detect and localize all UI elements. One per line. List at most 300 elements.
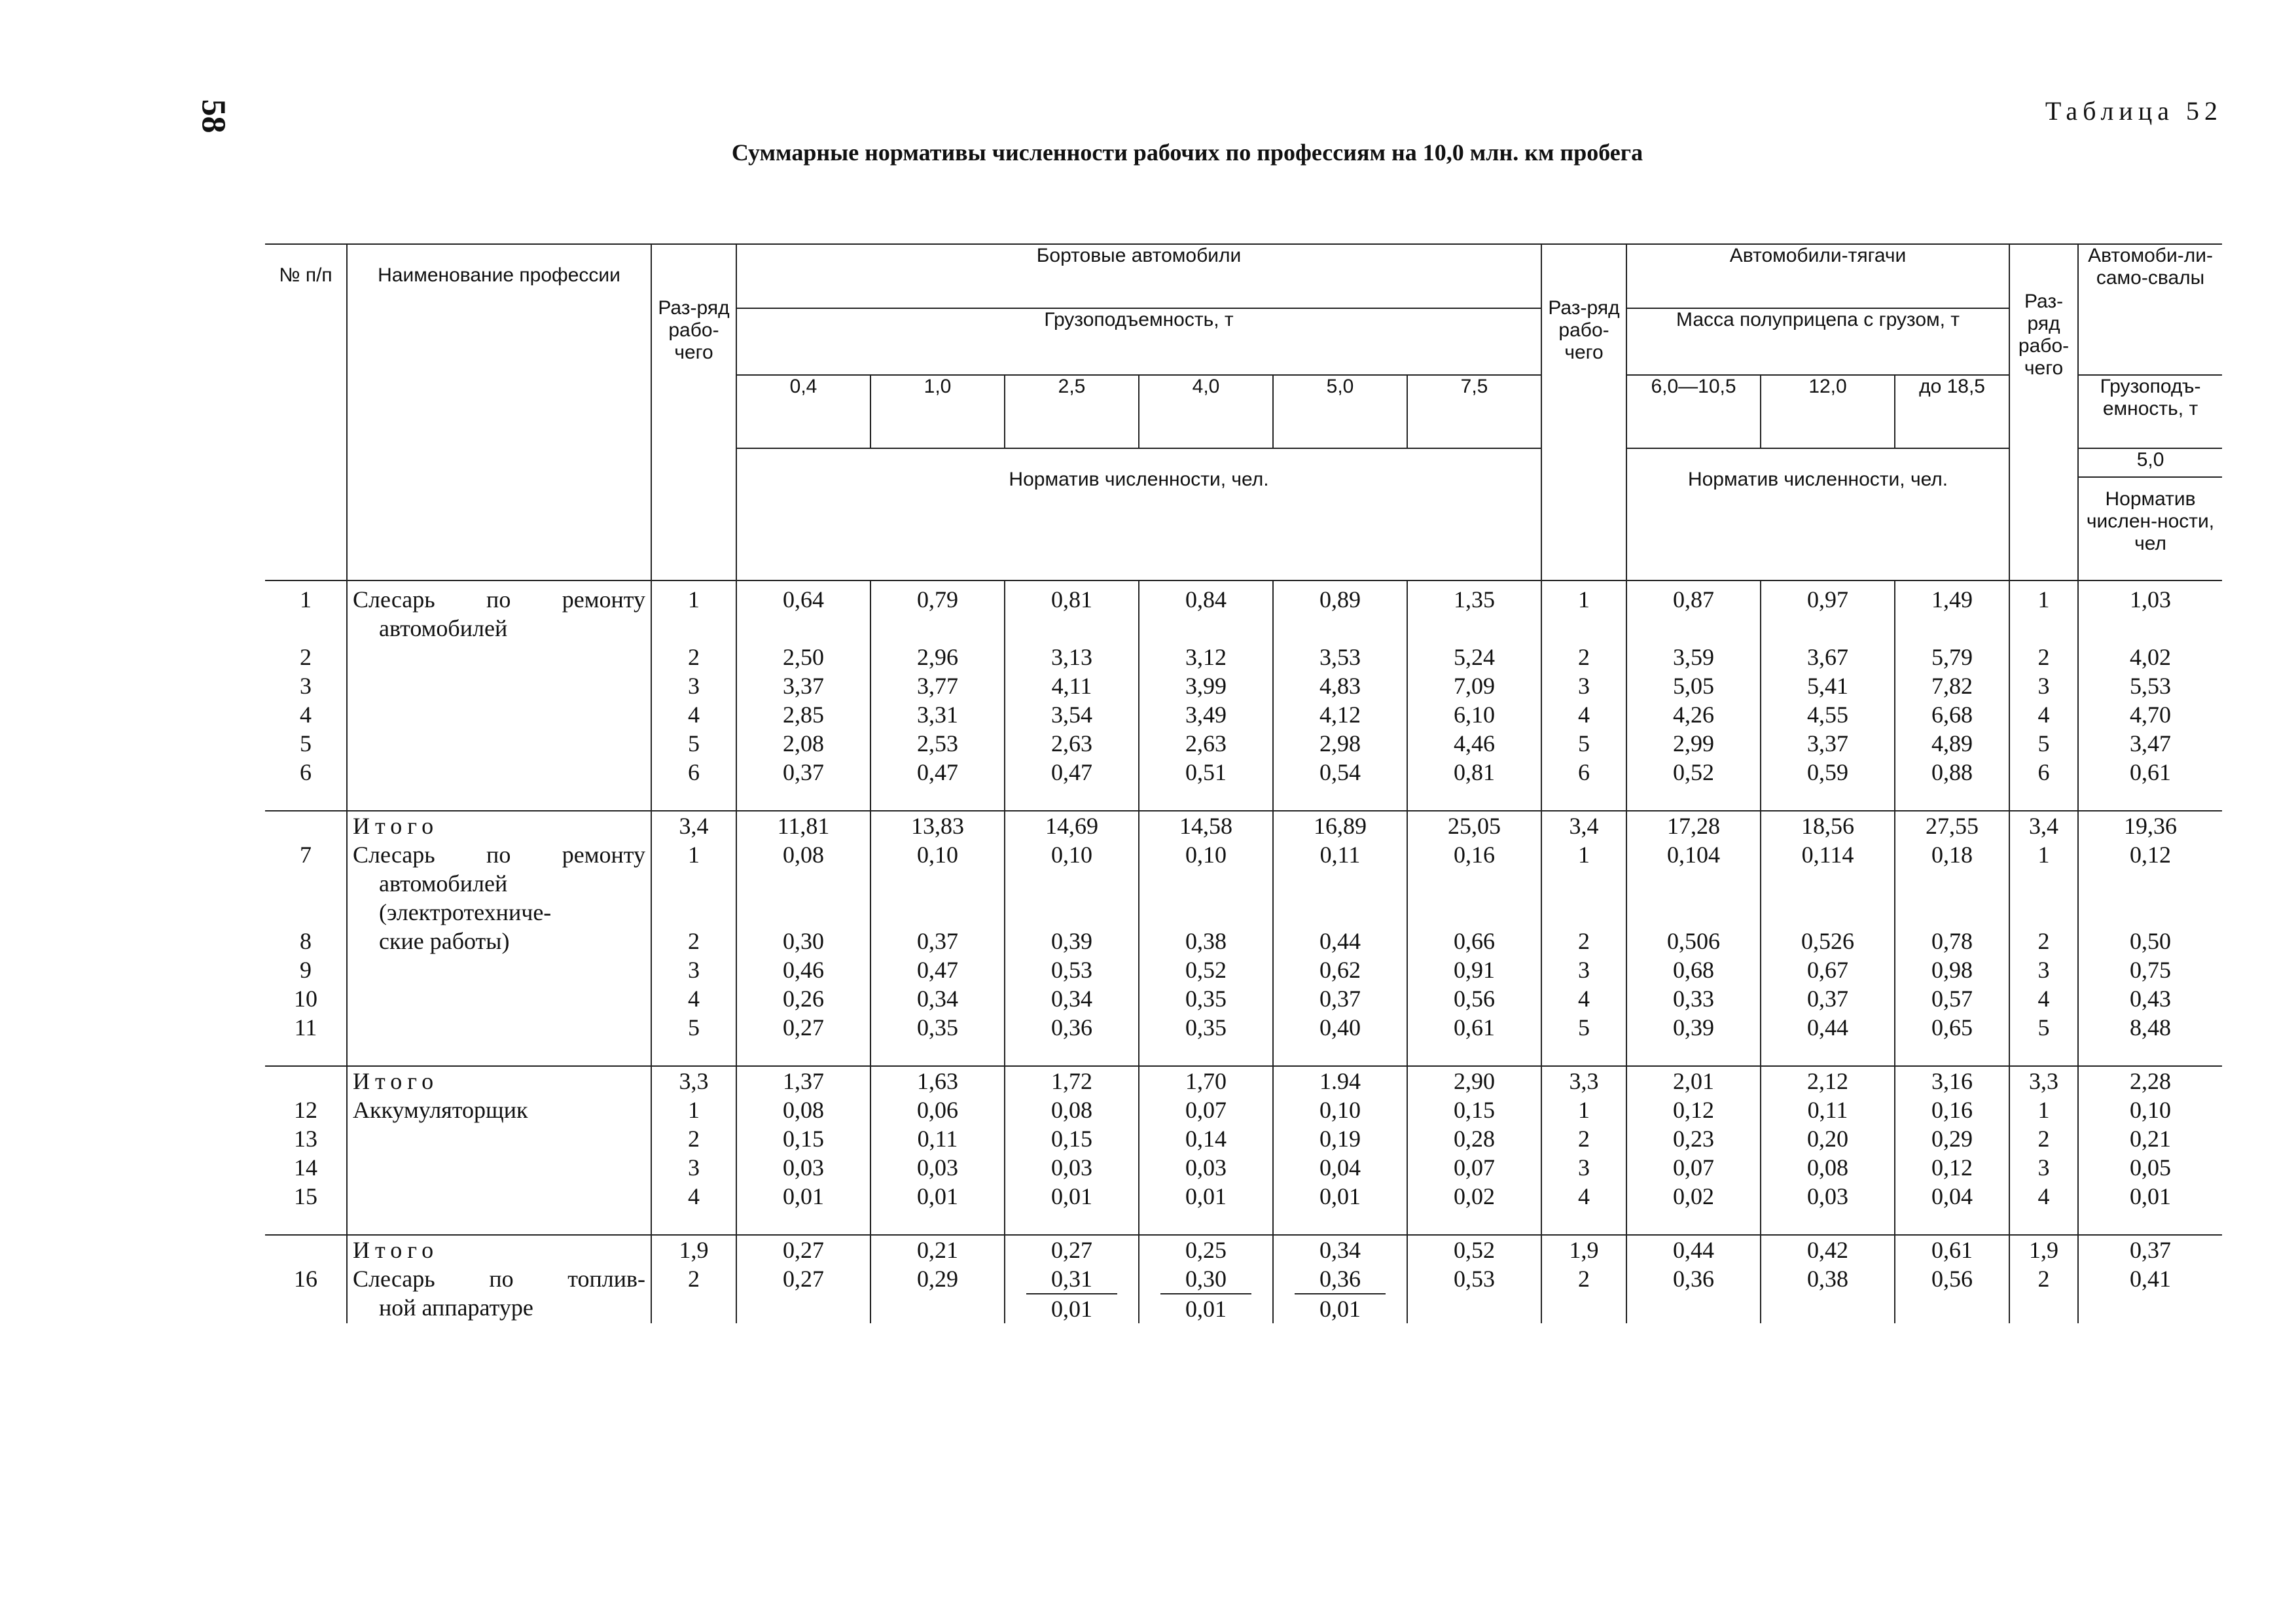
header-board-cap-5: 5,0 (1273, 375, 1407, 448)
board-value: 0,10 (1139, 840, 1273, 927)
spacer-cell (265, 1211, 347, 1235)
rank-cell: 5 (651, 729, 736, 758)
row-number: 13 (265, 1124, 347, 1153)
tractor-value: 0,20 (1761, 1124, 1895, 1153)
tractor-value: 0,33 (1626, 984, 1761, 1013)
board-value: 0,15 (736, 1124, 870, 1153)
profession-cell (347, 643, 651, 671)
table-row (265, 840, 2222, 927)
spacer-cell (1541, 1211, 1626, 1235)
board-value: 13,83 (870, 811, 1005, 840)
board-value: 7,09 (1407, 671, 1541, 700)
rank-cell: 3 (651, 955, 736, 984)
tractor-value: 0,42 (1761, 1235, 1895, 1264)
tractor-value: 3,59 (1626, 643, 1761, 671)
board-value: 14,69 (1005, 811, 1139, 840)
rank-cell: 2 (651, 643, 736, 671)
board-value: 0,52 (1139, 955, 1273, 984)
spacer-cell (736, 1211, 870, 1235)
profession-cell (347, 1153, 651, 1182)
rank-cell: 2 (1541, 1124, 1626, 1153)
header-board-cap-6: 7,5 (1407, 375, 1541, 448)
spacer-cell (265, 787, 347, 811)
tractor-value: 0,97 (1761, 580, 1895, 643)
board-value: 0,91 (1407, 955, 1541, 984)
board-value: 0,30 (736, 927, 870, 955)
tractor-value: 0,104 (1626, 840, 1761, 927)
spacer-cell (1139, 1042, 1273, 1066)
rank-cell: 2 (651, 927, 736, 955)
profession-name-continued: автомобилей (379, 615, 508, 641)
header-num: № п/п (265, 244, 347, 580)
dump-value: 2,28 (2078, 1066, 2222, 1096)
row-number: 1 (265, 580, 347, 643)
row-number (265, 1066, 347, 1096)
dump-value: 8,48 (2078, 1013, 2222, 1042)
board-value: 0,51 (1139, 758, 1273, 787)
row-spacer (265, 1211, 2222, 1235)
rank-cell: 1 (1541, 1096, 1626, 1124)
board-value: 0,81 (1005, 580, 1139, 643)
board-value: 2,63 (1139, 729, 1273, 758)
rank-cell: 2 (2009, 1124, 2078, 1153)
rank-cell: 3,4 (2009, 811, 2078, 840)
board-value: 0,89 (1273, 580, 1407, 643)
board-value: 1,35 (1407, 580, 1541, 643)
table-row (265, 1264, 2222, 1323)
board-value: 3,49 (1139, 700, 1273, 729)
header-board-cap-3: 2,5 (1005, 375, 1139, 448)
board-value: 0,21 (870, 1235, 1005, 1264)
header-tractor-group: Автомобили-тягачи (1626, 244, 2009, 308)
rank-cell: 3 (1541, 1153, 1626, 1182)
dump-value: 0,05 (2078, 1153, 2222, 1182)
rank-cell: 4 (2009, 1182, 2078, 1211)
page-number: 58 (194, 99, 232, 134)
board-value: 0,64 (736, 580, 870, 643)
profession-name-continued: ские работы) (379, 928, 510, 954)
total-row (265, 1235, 2222, 1264)
spacer-cell (1626, 787, 1761, 811)
board-value: 0,01 (736, 1182, 870, 1211)
tractor-value: 0,526 (1761, 927, 1895, 955)
board-value: 4,46 (1407, 729, 1541, 758)
dump-value: 0,50 (2078, 927, 2222, 955)
board-value: 0,08 (1005, 1096, 1139, 1124)
tractor-value: 3,67 (1761, 643, 1895, 671)
board-value: 3,53 (1273, 643, 1407, 671)
spacer-cell (1761, 1042, 1895, 1066)
profession-cell (347, 1013, 651, 1042)
board-value: 0,02 (1407, 1182, 1541, 1211)
spacer-cell (2078, 1042, 2222, 1066)
row-number: 5 (265, 729, 347, 758)
total-row (265, 811, 2222, 840)
tractor-value: 0,68 (1626, 955, 1761, 984)
total-row (265, 1066, 2222, 1096)
board-value: 2,96 (870, 643, 1005, 671)
header-capacity: Грузоподъемность, т (736, 308, 1541, 375)
rank-cell: 2 (651, 1264, 736, 1323)
board-value: 2,85 (736, 700, 870, 729)
spacer-cell (1541, 787, 1626, 811)
rank-cell: 4 (651, 700, 736, 729)
tractor-value: 0,08 (1761, 1153, 1895, 1182)
row-number: 16 (265, 1264, 347, 1323)
tractor-value: 0,38 (1761, 1264, 1895, 1323)
board-value: 0,34 (1005, 984, 1139, 1013)
board-value: 0,37 (1273, 984, 1407, 1013)
rank-cell: 1,9 (2009, 1235, 2078, 1264)
row-number: 10 (265, 984, 347, 1013)
tractor-value: 2,01 (1626, 1066, 1761, 1096)
board-value: 0,04 (1273, 1153, 1407, 1182)
board-value: 0,15 (1005, 1124, 1139, 1153)
spacer-cell (1895, 1211, 2009, 1235)
dump-value: 0,21 (2078, 1124, 2222, 1153)
table-row (265, 758, 2222, 787)
profession-cell (347, 840, 651, 927)
tractor-value: 0,03 (1761, 1182, 1895, 1211)
header-dump-cap: 5,0 (2079, 449, 2222, 478)
board-value: 0,36 (1005, 1013, 1139, 1042)
tractor-value: 6,68 (1895, 700, 2009, 729)
tractor-value: 17,28 (1626, 811, 1761, 840)
tractor-value: 0,12 (1895, 1153, 2009, 1182)
rank-cell: 2 (2009, 1264, 2078, 1323)
board-value: 0,01 (1273, 1182, 1407, 1211)
rank-cell: 2 (1541, 927, 1626, 955)
tractor-value: 0,57 (1895, 984, 2009, 1013)
spacer-cell (1407, 1211, 1541, 1235)
board-value: 11,81 (736, 811, 870, 840)
rank-cell: 1 (2009, 1096, 2078, 1124)
board-value: 0,38 (1139, 927, 1273, 955)
tractor-value: 0,12 (1626, 1096, 1761, 1124)
row-number (265, 811, 347, 840)
row-number: 11 (265, 1013, 347, 1042)
header-rank-3: Раз-ряд рабо-чего (2009, 244, 2078, 580)
board-value: 0,07 (1139, 1096, 1273, 1124)
table-row (265, 927, 2222, 955)
spacer-cell (870, 1211, 1005, 1235)
rank-cell: 4 (2009, 700, 2078, 729)
rank-cell: 4 (651, 1182, 736, 1211)
spacer-cell (347, 787, 651, 811)
header-dump-cap-norm (2078, 448, 2222, 580)
table-label: Таблица 52 (2045, 96, 2223, 126)
tractor-value: 0,37 (1761, 984, 1895, 1013)
board-value: 0,62 (1273, 955, 1407, 984)
board-value: 0,47 (870, 955, 1005, 984)
profession-cell (347, 580, 651, 643)
board-value: 0,03 (870, 1153, 1005, 1182)
board-value: 0,03 (1139, 1153, 1273, 1182)
profession-cell (347, 1182, 651, 1211)
board-value: 3,37 (736, 671, 870, 700)
spacer-cell (870, 787, 1005, 811)
spacer-cell (1005, 1211, 1139, 1235)
board-value: 0,26 (736, 984, 870, 1013)
board-value: 16,89 (1273, 811, 1407, 840)
row-number: 15 (265, 1182, 347, 1211)
row-number: 7 (265, 840, 347, 927)
rank-cell: 3 (1541, 671, 1626, 700)
spacer-cell (2009, 1042, 2078, 1066)
header-board-cap-2: 1,0 (870, 375, 1005, 448)
board-value: 0,79 (870, 580, 1005, 643)
rank-cell: 3 (651, 1153, 736, 1182)
spacer-cell (2078, 787, 2222, 811)
board-value: 2,98 (1273, 729, 1407, 758)
dump-value: 0,37 (2078, 1235, 2222, 1264)
spacer-cell (651, 787, 736, 811)
board-value: 0,37 (870, 927, 1005, 955)
header-profession: Наименование профессии (347, 244, 651, 580)
rank-cell: 3 (2009, 671, 2078, 700)
tractor-value: 0,87 (1626, 580, 1761, 643)
tractor-value: 2,99 (1626, 729, 1761, 758)
row-number: 9 (265, 955, 347, 984)
spacer-cell (1761, 787, 1895, 811)
rank-cell: 6 (1541, 758, 1626, 787)
rank-cell: 3 (1541, 955, 1626, 984)
board-value: 4,83 (1273, 671, 1407, 700)
board-value: 0,16 (1407, 840, 1541, 927)
rank-cell: 6 (2009, 758, 2078, 787)
board-value: 0,03 (736, 1153, 870, 1182)
spacer-cell (1273, 1211, 1407, 1235)
board-value: 2,08 (736, 729, 870, 758)
spacer-cell (265, 1042, 347, 1066)
spacer-cell (1273, 787, 1407, 811)
board-value: 0,27 (736, 1264, 870, 1323)
board-value: 0,28 (1407, 1124, 1541, 1153)
fraction-numerator: 0,31 (1026, 1264, 1117, 1294)
total-label: Итого (353, 1068, 439, 1094)
tractor-value: 0,23 (1626, 1124, 1761, 1153)
board-value: 0,56 (1407, 984, 1541, 1013)
board-value: 0,10 (1005, 840, 1139, 927)
board-value: 0,35 (870, 1013, 1005, 1042)
spacer-cell (1139, 1211, 1273, 1235)
table-row (265, 1013, 2222, 1042)
profession-cell (347, 729, 651, 758)
tractor-value: 0,67 (1761, 955, 1895, 984)
tractor-value: 0,16 (1895, 1096, 2009, 1124)
board-value: 0,34 (1273, 1235, 1407, 1264)
dump-value: 1,03 (2078, 580, 2222, 643)
dump-value: 0,43 (2078, 984, 2222, 1013)
rank-cell: 1 (2009, 840, 2078, 927)
spacer-cell (736, 1042, 870, 1066)
table-row (265, 1153, 2222, 1182)
rank-cell: 4 (2009, 984, 2078, 1013)
header-rank-1: Раз-ряд рабо-чего (651, 244, 736, 580)
row-spacer (265, 1042, 2222, 1066)
profession-name: Слесарь по топлив- (353, 1266, 645, 1292)
board-value: 0,19 (1273, 1124, 1407, 1153)
board-value: 0,10 (1273, 1096, 1407, 1124)
table-row (265, 643, 2222, 671)
profession-cell (347, 700, 651, 729)
dump-value: 0,10 (2078, 1096, 2222, 1124)
tractor-value: 3,16 (1895, 1066, 2009, 1096)
spacer-cell (1005, 1042, 1139, 1066)
tractor-value: 2,12 (1761, 1066, 1895, 1096)
board-value: 1.94 (1273, 1066, 1407, 1096)
board-value: 25,05 (1407, 811, 1541, 840)
tractor-value: 0,11 (1761, 1096, 1895, 1124)
table-row (265, 1182, 2222, 1211)
header-tractor-cap-2: 12,0 (1761, 375, 1895, 448)
board-value: 0,08 (736, 840, 870, 927)
board-value: 0,53 (1005, 955, 1139, 984)
spacer-cell (1407, 787, 1541, 811)
profession-cell (347, 1264, 651, 1323)
rank-cell: 1 (651, 840, 736, 927)
tractor-value: 4,89 (1895, 729, 2009, 758)
spacer-cell (1761, 1211, 1895, 1235)
rank-cell: 1 (651, 580, 736, 643)
board-value: 0,01 (1139, 1182, 1273, 1211)
table-row (265, 729, 2222, 758)
tractor-value: 27,55 (1895, 811, 2009, 840)
rank-cell: 1,9 (1541, 1235, 1626, 1264)
tractor-value: 0,52 (1626, 758, 1761, 787)
rank-cell: 2 (1541, 643, 1626, 671)
board-value-fraction (1139, 1264, 1273, 1323)
board-value: 0,61 (1407, 1013, 1541, 1042)
tractor-value: 4,26 (1626, 700, 1761, 729)
profession-cell (347, 927, 651, 955)
board-value: 0,06 (870, 1096, 1005, 1124)
profession-name: Слесарь по ремонту (353, 842, 645, 868)
board-value: 3,77 (870, 671, 1005, 700)
spacer-cell (651, 1042, 736, 1066)
rank-cell: 3,3 (1541, 1066, 1626, 1096)
tractor-value: 0,88 (1895, 758, 2009, 787)
total-label: Итого (353, 813, 439, 839)
tractor-value: 0,65 (1895, 1013, 2009, 1042)
rank-cell: 1 (2009, 580, 2078, 643)
tractor-value: 0,18 (1895, 840, 2009, 927)
fraction-denominator: 0,01 (1185, 1296, 1227, 1322)
profession-name-continued: ной аппаратуре (379, 1294, 533, 1321)
header-tractor-norm: Норматив численности, чел. (1626, 448, 2009, 580)
rank-cell: 3,3 (2009, 1066, 2078, 1096)
profession-cell (347, 1124, 651, 1153)
table-row (265, 1124, 2222, 1153)
spacer-cell (2078, 1211, 2222, 1235)
spacer-cell (2009, 787, 2078, 811)
rank-cell: 3,3 (651, 1066, 736, 1096)
header-board-cap-4: 4,0 (1139, 375, 1273, 448)
board-value: 0,34 (870, 984, 1005, 1013)
spacer-cell (1139, 787, 1273, 811)
profession-cell (347, 758, 651, 787)
spacer-cell (1541, 1042, 1626, 1066)
profession-cell (347, 1096, 651, 1124)
spacer-cell (1626, 1042, 1761, 1066)
tractor-value: 0,02 (1626, 1182, 1761, 1211)
board-value: 0,52 (1407, 1235, 1541, 1264)
profession-cell (347, 671, 651, 700)
dump-value: 0,41 (2078, 1264, 2222, 1323)
table-row (265, 580, 2222, 643)
board-value: 6,10 (1407, 700, 1541, 729)
tractor-value: 18,56 (1761, 811, 1895, 840)
spacer-cell (1626, 1211, 1761, 1235)
row-number: 6 (265, 758, 347, 787)
board-value: 0,10 (870, 840, 1005, 927)
rank-cell: 3,4 (651, 811, 736, 840)
board-value: 0,35 (1139, 984, 1273, 1013)
board-value: 0,54 (1273, 758, 1407, 787)
board-value: 0,53 (1407, 1264, 1541, 1323)
board-value: 0,27 (736, 1235, 870, 1264)
board-value: 0,03 (1005, 1153, 1139, 1182)
board-value: 0,11 (870, 1124, 1005, 1153)
tractor-value: 0,506 (1626, 927, 1761, 955)
spacer-cell (1407, 1042, 1541, 1066)
board-value: 1,72 (1005, 1066, 1139, 1096)
board-value: 0,46 (736, 955, 870, 984)
header-tractor-cap-3: до 18,5 (1895, 375, 2009, 448)
fraction-numerator: 0,36 (1295, 1264, 1386, 1294)
board-value: 0,14 (1139, 1124, 1273, 1153)
header-board-cap-1: 0,4 (736, 375, 870, 448)
rank-cell: 2 (2009, 927, 2078, 955)
rank-cell: 1 (1541, 840, 1626, 927)
board-value: 1,37 (736, 1066, 870, 1096)
tractor-value: 0,98 (1895, 955, 2009, 984)
board-value: 0,01 (870, 1182, 1005, 1211)
board-value: 0,15 (1407, 1096, 1541, 1124)
rank-cell: 5 (2009, 1013, 2078, 1042)
tractor-value: 0,44 (1626, 1235, 1761, 1264)
spacer-cell (651, 1211, 736, 1235)
tractor-value: 0,56 (1895, 1264, 2009, 1323)
row-number: 4 (265, 700, 347, 729)
board-value: 0,66 (1407, 927, 1541, 955)
header-tractor-cap-1: 6,0—10,5 (1626, 375, 1761, 448)
rank-cell: 1,9 (651, 1235, 736, 1264)
header-rank-2: Раз-ряд рабо-чего (1541, 244, 1626, 580)
fraction-numerator: 0,30 (1160, 1264, 1251, 1294)
board-value: 2,63 (1005, 729, 1139, 758)
profession-cell (347, 984, 651, 1013)
tractor-value: 5,79 (1895, 643, 2009, 671)
rank-cell: 2 (651, 1124, 736, 1153)
tractor-value: 0,78 (1895, 927, 2009, 955)
tractor-value: 3,37 (1761, 729, 1895, 758)
header-semitrailer: Масса полуприцепа с грузом, т (1626, 308, 2009, 375)
fraction-denominator: 0,01 (1319, 1296, 1361, 1322)
profession-name-continued: автомобилей (электротехниче- (379, 870, 552, 925)
rank-cell: 3 (2009, 1153, 2078, 1182)
rank-cell: 4 (1541, 700, 1626, 729)
tractor-value: 0,29 (1895, 1124, 2009, 1153)
tractor-value: 0,39 (1626, 1013, 1761, 1042)
rank-cell: 4 (1541, 1182, 1626, 1211)
board-value: 14,58 (1139, 811, 1273, 840)
total-label: Итого (353, 1237, 439, 1263)
board-value: 0,07 (1407, 1153, 1541, 1182)
dump-value: 4,02 (2078, 643, 2222, 671)
header-board-group: Бортовые автомобили (736, 244, 1541, 308)
board-value: 0,27 (1005, 1235, 1139, 1264)
